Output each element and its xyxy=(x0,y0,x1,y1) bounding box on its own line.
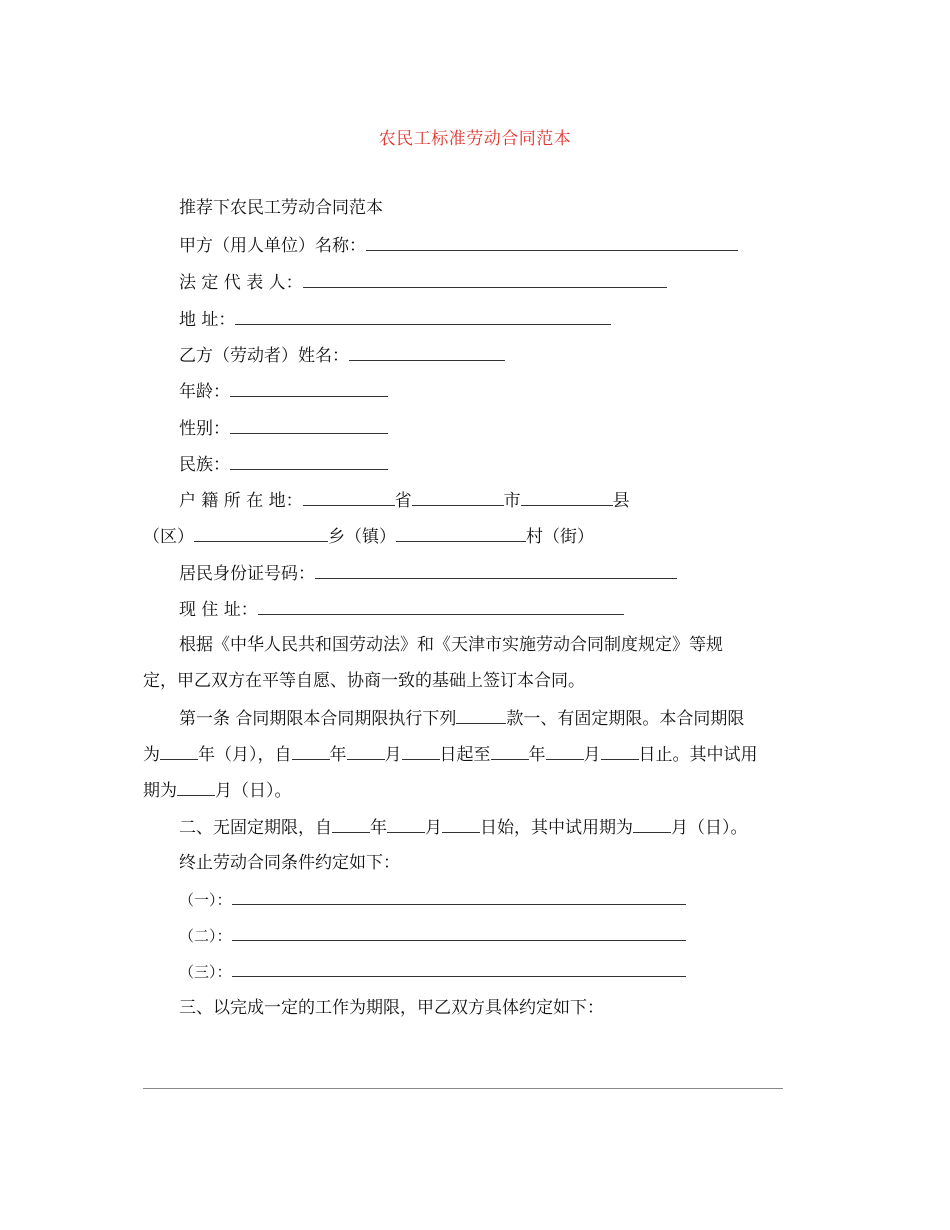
termination-item-1 xyxy=(179,888,686,912)
article1-day-from: 日起至 xyxy=(439,745,491,765)
article1-year-2: 年 xyxy=(528,745,546,765)
party-a-name-blank[interactable] xyxy=(366,233,738,251)
party-b-name-row xyxy=(179,343,505,367)
city-label: 市 xyxy=(503,491,521,511)
legal-rep-blank[interactable] xyxy=(303,270,667,288)
a2-month-blank[interactable] xyxy=(387,815,425,833)
article1-line2 xyxy=(143,742,758,766)
district-row xyxy=(143,524,594,548)
basis-line-1: 根据《中华人民共和国劳动法》和《天津市实施劳动合同制度规定》等规 xyxy=(179,635,723,655)
hukou-label: 户 籍 所 在 地： xyxy=(179,491,303,511)
a2-day-blank[interactable] xyxy=(442,815,480,833)
a2-year-blank[interactable] xyxy=(332,815,370,833)
ethnicity-blank[interactable] xyxy=(230,452,388,470)
age-blank[interactable] xyxy=(230,379,388,397)
article1-month-2: 月 xyxy=(583,745,601,765)
district-label: （区） xyxy=(143,527,194,547)
article3-text: 三、以完成一定的工作为期限，甲乙双方具体约定如下： xyxy=(179,998,604,1018)
legal-rep-row xyxy=(179,270,667,294)
article1-line3 xyxy=(143,778,292,802)
article1-text-a: 第一条 合同期限本合同期限执行下列 xyxy=(179,709,457,729)
article1-year: 年 xyxy=(329,745,347,765)
termination-item-blank[interactable] xyxy=(232,925,686,941)
id-number-row xyxy=(179,561,677,585)
start-month-blank[interactable] xyxy=(347,742,385,760)
ethnicity-label: 民族： xyxy=(179,455,230,475)
current-address-label: 现 住 址： xyxy=(179,600,258,620)
article1-line1 xyxy=(179,706,744,730)
county-blank[interactable] xyxy=(521,488,613,506)
article2-line xyxy=(179,815,748,839)
district-blank[interactable] xyxy=(194,524,328,542)
termination-item-3 xyxy=(179,960,686,984)
ethnicity-row xyxy=(179,452,388,476)
party-a-name-label: 甲方（用人单位）名称： xyxy=(179,236,366,256)
age-row xyxy=(179,379,388,403)
province-blank[interactable] xyxy=(303,488,395,506)
document-title: 农民工标准劳动合同范本 xyxy=(378,129,572,149)
article1-day-end: 日止。其中试用 xyxy=(638,745,758,765)
article2-year: 年 xyxy=(370,818,387,838)
township-label: 乡（镇） xyxy=(328,527,396,547)
article1-option-blank[interactable] xyxy=(456,706,506,724)
article2-month-day: 月（日）。 xyxy=(671,818,748,838)
article1-year-month: 年（月），自 xyxy=(198,745,292,765)
term-blank[interactable] xyxy=(160,742,198,760)
address-label: 地 址： xyxy=(179,310,236,330)
intro-text: 推荐下农民工劳动合同范本 xyxy=(179,198,383,218)
gender-row xyxy=(179,416,388,440)
end-month-blank[interactable] xyxy=(546,742,584,760)
party-a-name-row xyxy=(179,233,738,257)
legal-rep-label: 法 定 代 表 人： xyxy=(179,273,303,293)
gender-label: 性别： xyxy=(179,419,230,439)
termination-item-label: （三）： xyxy=(179,963,232,981)
gender-blank[interactable] xyxy=(230,416,388,434)
party-b-name-label: 乙方（劳动者）姓名： xyxy=(179,346,349,366)
probation-blank[interactable] xyxy=(177,778,215,796)
hukou-row xyxy=(179,488,630,512)
article2-text-a: 二、无固定期限，自 xyxy=(179,818,332,838)
start-day-blank[interactable] xyxy=(402,742,440,760)
basis-line-2: 定，甲乙双方在平等自愿、协商一致的基础上签订本合同。 xyxy=(143,671,585,691)
footer-divider xyxy=(143,1088,783,1089)
start-year-blank[interactable] xyxy=(292,742,330,760)
article1-text-d: 期为 xyxy=(143,781,177,801)
termination-item-label: （二）： xyxy=(179,927,232,945)
party-b-name-blank[interactable] xyxy=(349,343,505,361)
article1-text-b: 款一、有固定期限。本合同期限 xyxy=(506,709,745,729)
address-row xyxy=(179,307,611,331)
article1-text-c: 为 xyxy=(143,745,160,765)
age-label: 年龄： xyxy=(179,382,230,402)
city-blank[interactable] xyxy=(412,488,504,506)
village-label: 村（街） xyxy=(526,527,594,547)
address-blank[interactable] xyxy=(235,307,611,325)
current-address-blank[interactable] xyxy=(258,597,624,615)
current-address-row xyxy=(179,597,624,621)
id-number-blank[interactable] xyxy=(315,561,677,579)
termination-item-blank[interactable] xyxy=(232,889,686,905)
county-label: 县 xyxy=(612,491,630,511)
end-year-blank[interactable] xyxy=(491,742,529,760)
article2-month: 月 xyxy=(425,818,442,838)
province-label: 省 xyxy=(394,491,412,511)
end-day-blank[interactable] xyxy=(601,742,639,760)
article1-month-day: 月（日）。 xyxy=(215,781,292,801)
id-number-label: 居民身份证号码： xyxy=(179,564,315,584)
township-blank[interactable] xyxy=(396,524,526,542)
termination-heading: 终止劳动合同条件约定如下： xyxy=(179,853,400,873)
article1-month: 月 xyxy=(384,745,402,765)
termination-item-2 xyxy=(179,924,686,948)
a2-probation-blank[interactable] xyxy=(633,815,671,833)
termination-item-label: （一）： xyxy=(179,891,232,909)
termination-item-blank[interactable] xyxy=(232,961,686,977)
article2-day-start: 日始，其中试用期为 xyxy=(480,818,633,838)
